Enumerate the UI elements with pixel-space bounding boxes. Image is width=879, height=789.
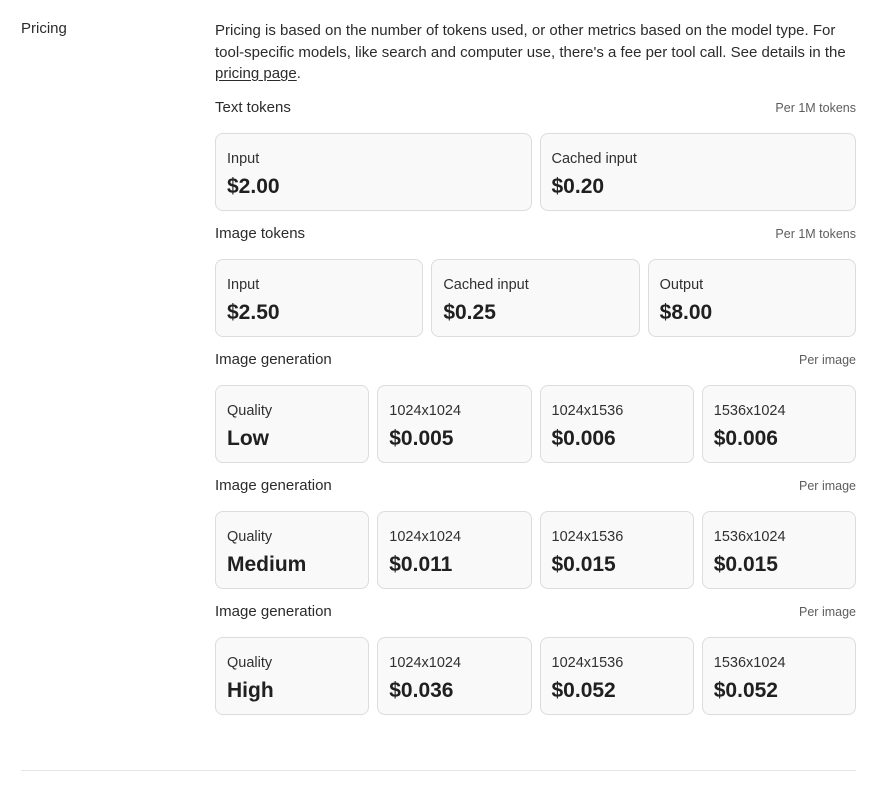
price-card-value: $0.052 [551, 678, 616, 702]
price-card-value: $0.006 [713, 426, 778, 450]
price-card [540, 637, 694, 715]
price-card-value: Low [227, 426, 269, 450]
price-card-label: 1536x1024 [713, 654, 786, 671]
price-card-value: $0.006 [551, 426, 616, 450]
section-unit: Per 1M tokens [775, 100, 856, 115]
section-unit: Per image [799, 352, 856, 367]
price-card-label: 1024x1024 [389, 654, 462, 671]
price-card-label: 1024x1536 [551, 402, 624, 419]
price-card-label: Output [659, 276, 704, 293]
price-card [377, 511, 531, 589]
price-card-label: Input [227, 150, 260, 167]
price-card [215, 259, 423, 337]
price-card-value: High [227, 678, 274, 702]
price-row-image-generation-high [215, 637, 856, 715]
price-card-value: $8.00 [659, 300, 713, 324]
price-card-value: $0.011 [389, 552, 453, 576]
section-unit: Per 1M tokens [775, 226, 856, 241]
section-title: Image tokens [215, 224, 306, 242]
price-card [702, 385, 856, 463]
pricing-content [215, 20, 856, 715]
section-header-image-generation-high [215, 603, 856, 621]
price-card [702, 637, 856, 715]
price-card [377, 637, 531, 715]
price-card-label: Quality [227, 402, 273, 419]
section-divider [21, 770, 856, 771]
section-title: Text tokens [215, 98, 291, 116]
pricing-page-link[interactable]: pricing page [215, 65, 297, 82]
pricing-description [215, 20, 856, 85]
price-card [648, 259, 856, 337]
intro-end: . [296, 65, 301, 82]
price-card-label: 1536x1024 [713, 528, 786, 545]
price-row-image-generation-low [215, 385, 856, 463]
section-unit: Per image [799, 478, 856, 493]
price-card-value: $0.052 [713, 678, 778, 702]
price-card-value: $0.25 [443, 300, 496, 324]
price-card [215, 385, 369, 463]
pricing-heading: Pricing [21, 20, 67, 37]
section-title: Image generation [215, 350, 332, 368]
intro-text: Pricing is based on the number of tokens used, or other metrics based on the model type. For tool-specific models, like search and computer use, there's a fee per tool call. See details in the [215, 22, 846, 61]
price-row-text-tokens [215, 133, 856, 211]
price-card [215, 511, 369, 589]
price-card [431, 259, 639, 337]
price-card-value: Medium [227, 552, 307, 576]
price-card-label: Quality [227, 528, 273, 545]
price-card-label: 1536x1024 [713, 402, 786, 419]
price-row-image-generation-medium [215, 511, 856, 589]
price-card [215, 133, 532, 211]
section-title: Image generation [215, 602, 332, 620]
price-card [540, 133, 857, 211]
section-title: Image generation [215, 476, 332, 494]
price-row-image-tokens [215, 259, 856, 337]
price-card [215, 637, 369, 715]
price-card-value: $2.00 [227, 174, 280, 198]
price-card [540, 511, 694, 589]
price-card-value: $0.015 [713, 552, 778, 576]
section-header-image-generation-medium [215, 477, 856, 495]
price-card [377, 385, 531, 463]
price-card-value: $2.50 [227, 300, 280, 324]
section-header-image-generation-low [215, 351, 856, 369]
price-card-label: Quality [227, 654, 273, 671]
section-header-image-tokens [215, 225, 856, 243]
price-card-label: 1024x1024 [389, 402, 462, 419]
price-card-label: 1024x1536 [551, 654, 624, 671]
price-card-label: 1024x1536 [551, 528, 624, 545]
price-card-label: Cached input [551, 150, 637, 167]
price-card-label: 1024x1024 [389, 528, 462, 545]
price-card [702, 511, 856, 589]
price-card-value: $0.005 [389, 426, 454, 450]
price-card-value: $0.015 [551, 552, 616, 576]
price-card-value: $0.036 [389, 678, 454, 702]
price-card [540, 385, 694, 463]
price-card-value: $0.20 [551, 174, 605, 198]
section-header-text-tokens [215, 99, 856, 117]
section-unit: Per image [799, 604, 856, 619]
price-card-label: Input [227, 276, 260, 293]
price-card-label: Cached input [443, 276, 529, 293]
